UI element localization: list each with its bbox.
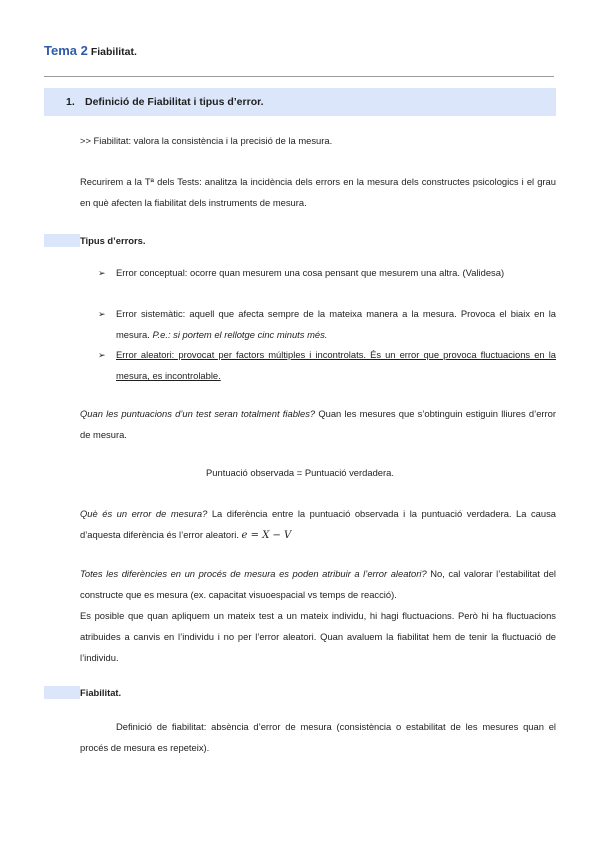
section-number: 1. [66, 96, 75, 108]
document-title [44, 42, 137, 60]
tipus-errors-heading: Tipus d’errors. [80, 235, 146, 246]
que-answer: La diferència entre la puntuació observada i la puntuació verdadera. La causa d’aquesta diferència és l’error aleatori. [80, 508, 556, 540]
fiabilitat-heading: Fiabilitat. [80, 687, 122, 698]
recurrim-paragraph: Recurirem a la Tª dels Tests: analitza la incidència dels errors en la mesura dels constructes psicologics i el grau en què afecten la fiabilitat dels instruments de mesura. [80, 176, 556, 208]
list-item [116, 303, 556, 345]
totes-question: Totes les diferències en un procés de mesura es poden atribuir a l’error aleatori? [80, 568, 427, 579]
arrow-bullet-icon: ➢ [98, 268, 106, 278]
list-item [116, 262, 556, 283]
totes-paragraph [80, 563, 556, 605]
que-question: Què és un error de mesura? [80, 508, 208, 519]
error-sistematic-text: : aquell que afecta sempre de la mateixa manera a la mesura. Provoca el biaix en la mesura. [116, 308, 556, 340]
fiabilitat-definition-paragraph: Definició de fiabilitat: absència d’error de mesura (consistència o estabilitat de les mesures quan el procés de mesura es repeteix). [80, 721, 556, 753]
formula-line: Puntuació observada = Puntuació verdadera. [206, 467, 394, 478]
error-conceptual-term: Error conceptual [116, 267, 185, 278]
error-aleatori-text: : provocat per factors múltiples i incontrolats. És un error que provoca fluctuacions en la mesura, es incontrolable. [116, 349, 556, 381]
error-sistematic-term: Error sistemàtic [116, 308, 183, 319]
arrow-bullet-icon: ➢ [98, 350, 106, 360]
quan-question: Quan les puntuacions d’un test seran totalment fiables? [80, 408, 316, 419]
totes-answer: No, cal valorar l’estabilitat del constructe que es mesura (ex. capacitat visuoespacial vs temps de reacció). [80, 568, 556, 600]
error-aleatori-term: Error aleatori [116, 349, 172, 360]
que-paragraph [80, 503, 556, 546]
topic-number: Tema 2 [44, 43, 88, 58]
section-title: Definició de Fiabilitat i tipus d’error. [85, 96, 264, 108]
list-item [116, 344, 556, 386]
quan-paragraph [80, 403, 556, 445]
subheading-marker [44, 686, 80, 699]
section-heading-bar [44, 88, 556, 116]
es-posible-paragraph: Es posible que quan apliquem un mateix test a un mateix individu, hi hagi fluctuacions. Però hi ha fluctuacions atribuides a canvis en l’individu i no per l’error aleatori. Quan avaluem la fiabilitat hem de tenir la fluctuació de l’individu. [80, 610, 556, 663]
topic-name: Fiabilitat. [90, 46, 137, 58]
fiabilitat-definition-line: >> Fiabilitat: valora la consistència i la precisió de la mesura. [80, 135, 333, 146]
error-sistematic-example: P.e.: si portem el rellotge cinc minuts més. [152, 329, 328, 340]
subheading-marker [44, 234, 80, 247]
quan-answer: Quan les mesures que s’obtinguin estiguin lliures d’error de mesura. [80, 408, 557, 440]
title-divider [44, 76, 554, 77]
arrow-bullet-icon: ➢ [98, 309, 106, 319]
error-conceptual-text: : ocorre quan mesurem una cosa pensant que mesurem una altra. (Validesa) [184, 267, 505, 278]
error-equation: e = X − V [241, 530, 292, 541]
